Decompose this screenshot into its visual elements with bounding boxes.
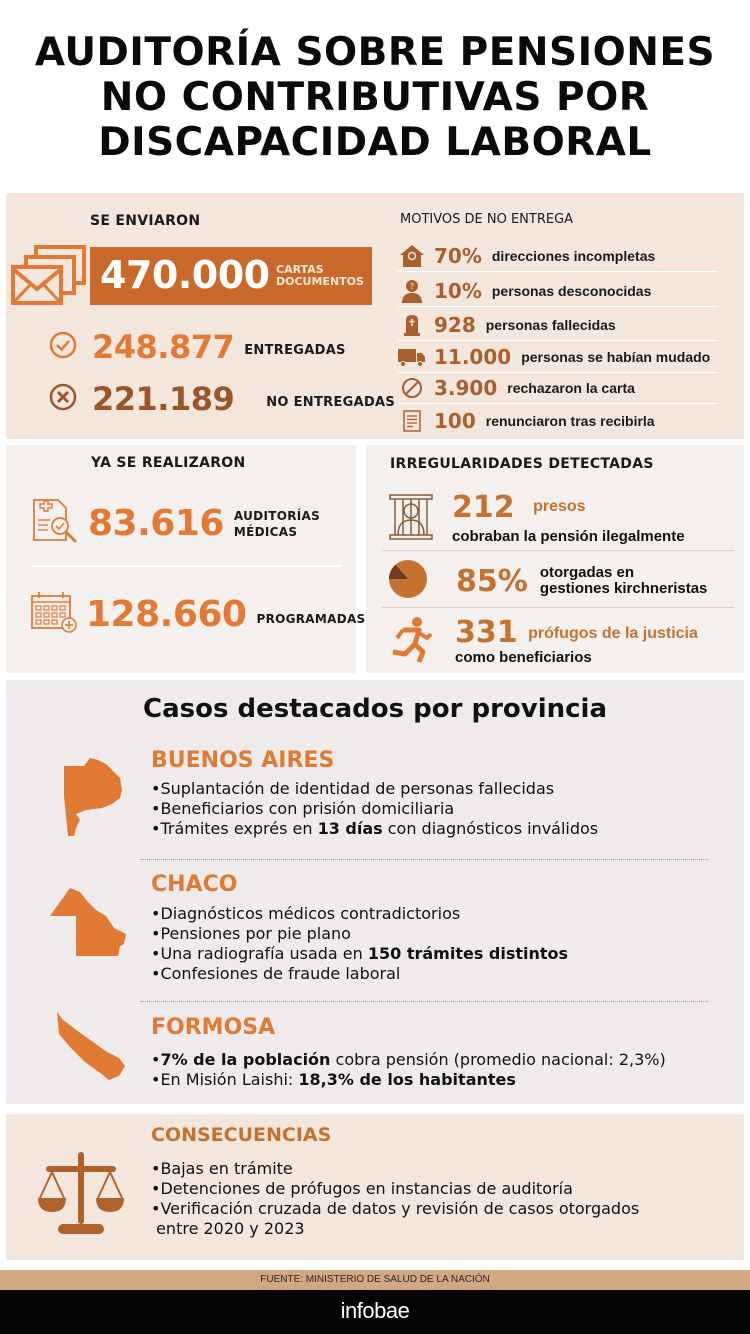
motivo-label: personas fallecidas — [485, 316, 616, 333]
motivo-value: 3.900 — [434, 375, 498, 400]
scheduled-row — [30, 590, 366, 639]
bullet — [151, 924, 568, 944]
chaco-map-icon — [48, 888, 130, 963]
motivo-label: personas desconocidas — [491, 282, 652, 299]
motivo-item — [398, 275, 718, 307]
kirchner-text-line-1: otorgadas en — [539, 564, 634, 581]
fugitives-text: como beneficiarios — [455, 649, 592, 666]
motivo-item — [398, 372, 718, 404]
title-line-1: AUDITORÍA SOBRE PENSIONES — [34, 30, 716, 75]
bullet-text: •Pensiones por pie plano — [151, 924, 351, 943]
irregularity-item — [385, 557, 733, 605]
bullet-text: con diagnósticos inválidos — [382, 819, 599, 838]
house-pin-icon — [398, 244, 426, 268]
irregularidades-title: IRREGULARIDADES DETECTADAS — [390, 456, 654, 472]
x-circle-icon — [48, 382, 78, 417]
audits-label — [234, 508, 320, 540]
buenos-aires-map-icon — [62, 756, 126, 843]
provincias-title: Casos destacados por provincia — [142, 694, 608, 724]
bullet: •Detenciones de prófugos en instancias de auditoría — [151, 1179, 573, 1198]
motivo-label: rechazaron la carta — [507, 379, 635, 396]
bullet-text: cobra pensión (promedio nacional: 2,3%) — [330, 1050, 666, 1069]
consecuencias-bullets — [151, 1159, 639, 1239]
tombstone-icon — [398, 313, 426, 337]
medical-audit-icon — [30, 496, 80, 551]
audits-row — [30, 496, 320, 551]
motivo-item — [398, 240, 718, 272]
province-bullets — [151, 904, 568, 984]
bullet — [151, 1050, 666, 1070]
total-sent-label — [276, 264, 364, 288]
prohibited-icon — [398, 376, 426, 400]
prisoners-highlight: presos — [533, 498, 586, 515]
divider — [140, 1001, 708, 1002]
not-delivered-value: 221.189 — [92, 380, 235, 418]
irregularity-item — [385, 615, 733, 669]
formosa-map-icon — [55, 1010, 127, 1087]
audits-value: 83.616 — [88, 503, 224, 544]
irregularity-item — [385, 490, 733, 548]
title-line-2: NO CONTRIBUTIVAS POR — [100, 75, 650, 120]
page-title — [0, 30, 750, 165]
bullet-bold: 18,3% de los habitantes — [298, 1070, 516, 1089]
consecuencias-title: CONSECUENCIAS — [151, 1124, 332, 1146]
pie-chart-icon — [388, 559, 428, 604]
fugitives-value: 331 — [455, 615, 518, 650]
bullet-text: •Una radiografía usada en — [151, 944, 368, 963]
bullet-text: •En Misión Laishi: — [151, 1070, 299, 1089]
realizadas-title: YA SE REALIZARON — [91, 455, 246, 471]
bullet: •Bajas en trámite — [151, 1159, 293, 1178]
divider — [382, 550, 734, 551]
bullet — [151, 799, 598, 819]
scheduled-label: PROGRAMADAS — [256, 611, 366, 626]
scheduled-value: 128.660 — [86, 594, 247, 635]
bullet-bold: 150 trámites distintos — [367, 944, 569, 963]
audits-label-line-1: AUDITORÍAS — [233, 508, 321, 523]
kirchner-text — [540, 565, 708, 597]
motivo-item — [398, 405, 718, 437]
check-circle-icon — [48, 330, 78, 365]
truck-icon — [398, 345, 426, 369]
bullet — [151, 944, 568, 964]
motivo-label: direcciones incompletas — [491, 247, 656, 264]
motivo-item — [398, 341, 718, 373]
bullet — [151, 779, 598, 799]
not-delivered-label: NO ENTREGADAS — [266, 394, 396, 410]
prisoner-icon — [389, 494, 433, 545]
total-label-line-1: CARTAS — [276, 263, 324, 276]
motivo-value: 928 — [434, 312, 476, 337]
bullet-text: •Trámites exprés en — [151, 819, 318, 838]
scales-icon — [36, 1152, 126, 1239]
bullet: •Verificación cruzada de datos y revisión de casos otorgados — [151, 1199, 640, 1218]
total-sent-value: 470.000 — [100, 253, 270, 297]
motivo-value: 100 — [434, 409, 476, 433]
motivo-item — [398, 309, 718, 341]
document-icon — [398, 409, 426, 433]
province-bullets — [151, 1050, 666, 1090]
province-name: FORMOSA — [151, 1015, 276, 1040]
sent-title: SE ENVIARON — [90, 213, 201, 229]
divider — [140, 859, 708, 860]
divider — [382, 607, 734, 608]
title-line-3: DISCAPACIDAD LABORAL — [98, 120, 652, 165]
prisoners-value: 212 — [452, 490, 515, 525]
bullet-text: •Suplantación de identidad de personas fallecidas — [151, 779, 555, 798]
unknown-person-icon — [398, 279, 426, 303]
motivo-value: 70% — [434, 243, 482, 268]
bullet — [151, 904, 568, 924]
running-person-icon — [389, 616, 433, 669]
total-sent-box — [90, 247, 372, 305]
fugitives-highlight: prófugos de la justicia — [528, 625, 698, 642]
province-name: BUENOS AIRES — [151, 748, 335, 773]
delivered-label: ENTREGADAS — [244, 342, 346, 358]
bullet-text: •Confesiones de fraude laboral — [151, 964, 401, 983]
bullet-text: •Beneficiarios con prisión domiciliaria — [151, 799, 455, 818]
bullet-bold: 7% de la población — [160, 1050, 331, 1069]
bullet — [151, 819, 598, 839]
motivo-label: personas se habían mudado — [521, 348, 711, 365]
bullet-text: • — [151, 1050, 161, 1069]
kirchner-value: 85% — [456, 563, 528, 599]
motivos-title: MOTIVOS DE NO ENTREGA — [400, 212, 574, 227]
motivo-label: renunciaron tras recibirla — [485, 413, 655, 429]
footer — [0, 1290, 750, 1334]
province-bullets — [151, 779, 598, 839]
bullet-bold: 13 días — [317, 819, 383, 838]
kirchner-text-line-2: gestiones kirchneristas — [539, 580, 708, 597]
calendar-plus-icon — [30, 590, 78, 639]
bullet-text: •Diagnósticos médicos contradictorios — [151, 904, 461, 923]
svg-text:?: ? — [409, 281, 415, 291]
bullet — [151, 1070, 666, 1090]
source-bar: FUENTE: MINISTERIO DE SALUD DE LA NACIÓN — [0, 1270, 750, 1290]
delivered-value: 248.877 — [92, 328, 235, 366]
envelopes-icon — [10, 245, 88, 312]
divider — [32, 565, 342, 567]
motivo-value: 10% — [434, 278, 482, 303]
province-name: CHACO — [151, 872, 238, 897]
bullet — [151, 964, 568, 984]
motivo-value: 11.000 — [434, 344, 512, 369]
prisoners-text: cobraban la pensión ilegalmente — [452, 528, 685, 545]
delivered-row — [48, 328, 346, 366]
total-label-line-2: DOCUMENTOS — [276, 275, 364, 288]
audits-label-line-2: MÉDICAS — [233, 524, 298, 539]
bullet: entre 2020 y 2023 — [151, 1219, 305, 1238]
not-delivered-row — [48, 380, 395, 418]
brand-logo[interactable]: infobae — [340, 1298, 410, 1323]
